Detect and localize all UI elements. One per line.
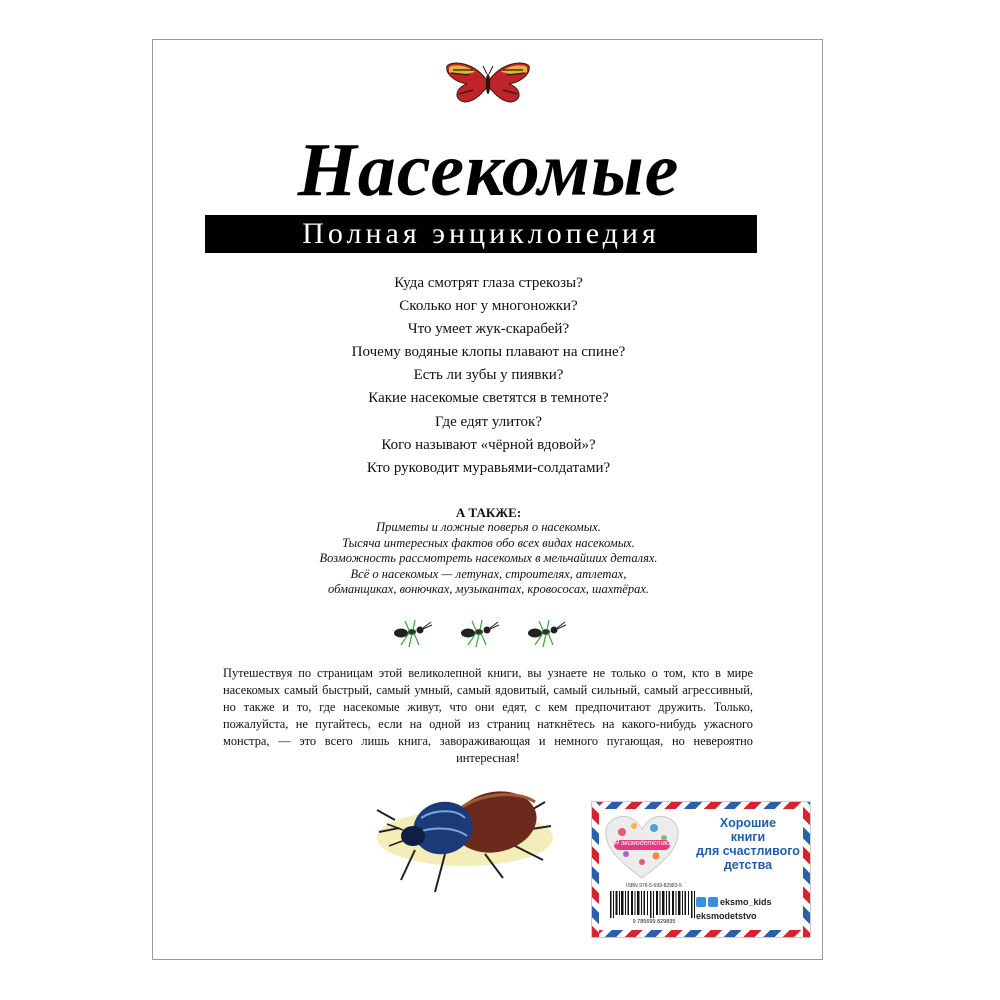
question-item: Что умеет жук-скарабей? xyxy=(407,321,570,338)
question-item: Куда смотрят глаза стрекозы? xyxy=(394,275,583,291)
slogan-line: Хорошие xyxy=(719,816,777,830)
site-row xyxy=(696,909,772,923)
heart-icon xyxy=(604,814,680,880)
airmail-stripe xyxy=(592,802,810,809)
ant-icon xyxy=(528,620,566,647)
question-item: Почему водяные клопы плавают на спине? xyxy=(351,344,626,361)
book-back-cover xyxy=(152,39,823,960)
question-item: Какие насекомые светятся в темноте? xyxy=(368,390,609,407)
isbn: ISBN 978-5-699-82983-5 xyxy=(626,883,682,889)
social-links xyxy=(696,895,772,923)
heart-label: Я эксмодетство xyxy=(614,840,670,847)
book-subtitle: Полная энциклопедия xyxy=(205,215,757,253)
also-heading: А ТАКЖЕ: xyxy=(455,505,522,520)
beetle-icon xyxy=(375,758,555,898)
ant-icon xyxy=(461,620,499,647)
slogan-line: детства xyxy=(723,858,773,872)
site-handle: eksmodetstvo xyxy=(696,911,757,921)
question-item: Где едят улиток? xyxy=(434,413,543,430)
also-item: Всё о насекомых — летунах, строителях, атлетах, xyxy=(350,566,627,581)
barcode-number: 9 785699 829835 xyxy=(632,919,676,925)
description-text: Путешествуя по страницам этой великолепной книги, вы узнаете не только о том, кто в мире насекомых самый быстрый, самый умный, самый ядовитый, самый сильный, самый агрессивный, но также и то, где насекомые живут, что они едят, с кем предпочитают дружить. Только, пожалуйста, не пугайтесь, если на одной из страниц наткнётесь на какого-нибудь ужасного монстра, — это всего лишь книга, завораживающая и немного пугающая, но невероятно интересная! xyxy=(223,666,753,765)
slogan-line: для счастливого xyxy=(696,844,800,858)
vk-icon xyxy=(696,897,706,907)
publisher-sticker xyxy=(591,801,811,938)
social-row xyxy=(696,895,772,909)
question-item: Есть ли зубы у пиявки? xyxy=(413,367,564,384)
slogan-line: книги xyxy=(730,830,766,844)
ant-icon xyxy=(394,620,432,647)
question-item: Сколько ног у многоножки? xyxy=(399,298,578,315)
also-item: Возможность рассмотреть насекомых в мельчайших деталях. xyxy=(319,551,658,566)
also-list xyxy=(153,520,824,598)
question-item: Кого называют «чёрной вдовой»? xyxy=(381,436,596,453)
publisher-slogan xyxy=(694,816,802,872)
question-item: Кто руководит муравьями-солдатами? xyxy=(366,459,611,476)
also-item: Приметы и ложные поверья о насекомых. xyxy=(376,520,601,534)
butterfly-icon xyxy=(445,60,531,104)
airmail-stripe xyxy=(803,802,810,937)
question-list xyxy=(153,272,824,480)
ants-illustration xyxy=(391,615,591,651)
airmail-stripe xyxy=(592,802,599,937)
airmail-stripe xyxy=(592,930,810,937)
book-title: Насекомые xyxy=(297,128,680,212)
social-icon xyxy=(708,897,718,907)
barcode xyxy=(606,891,702,925)
also-item: Тысяча интересных фактов обо всех видах насекомых. xyxy=(342,535,635,550)
also-item: обманщиках, вонючках, музыкантах, кровососах, шахтёрах. xyxy=(327,582,650,597)
social-handle: eksmo_kids xyxy=(720,897,772,907)
